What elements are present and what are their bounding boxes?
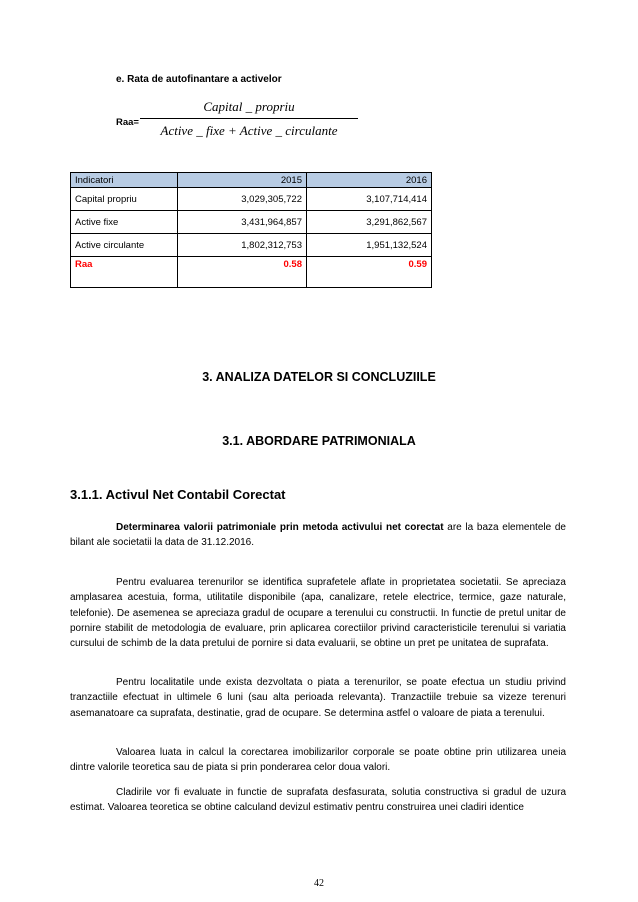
table-header-cell: 2015 xyxy=(178,173,307,188)
table-cell: 3,029,305,722 xyxy=(178,188,307,211)
paragraph-5 xyxy=(70,785,566,816)
table-row-raa xyxy=(71,257,432,288)
chapter-heading: 3. ANALIZA DATELOR SI CONCLUZIILE xyxy=(202,370,436,384)
table-cell: Capital propriu xyxy=(71,188,178,211)
table-cell: 1,951,132,524 xyxy=(307,234,432,257)
table-cell: 3,291,862,567 xyxy=(307,211,432,234)
table-cell: 0.58 xyxy=(178,257,307,288)
table-cell: Raa xyxy=(71,257,178,288)
paragraph-1-bold: Determinarea valorii patrimoniale prin metoda activului net corectat xyxy=(116,522,444,533)
formula-lhs: Raa= xyxy=(116,117,139,128)
table-cell: 3,107,714,414 xyxy=(307,188,432,211)
fraction-bar xyxy=(140,118,358,119)
paragraph-3 xyxy=(70,675,566,721)
paragraph-2-text: Pentru evaluarea terenurilor se identifica suprafetele aflate in proprietatea societatii. Se apreciaza amplasarea acestuia, forma, utilitatile disponibile (apa, canalizare, retele electrice, termice, gaze naturale, telefonie). De asemenea se apreciaza gradul de ocupare a terenului cu constructii. In functie de pretul unitar de pornire stabilit de metodologia de evaluare, prin aplicarea corectiilor privind caracteristicile terenului si variatia cursului de schimb de la data pretului de pornire si data evaluarii, se obtine un pret pe unitatea de suprafata. xyxy=(70,577,566,650)
paragraph-3-text: Pentru localitatile unde exista dezvoltata o piata a terenurilor, se poate efectua un studiu privind tranzactiile efectuat in ultimele 6 luni (sau alta perioada relevanta). Tranzactiile trebuie sa vizeze terenuri asemanatoare ca suprafata, destinatie, grad de ocupare. Se determina astfel o valoare de piata a terenului. xyxy=(70,677,566,719)
table-row xyxy=(71,234,432,257)
paragraph-1 xyxy=(70,520,566,551)
table-cell: Active fixe xyxy=(71,211,178,234)
paragraph-4-text: Valoarea luata in calcul la corectarea imobilizarilor corporale se poate obtine prin utilizarea uneia dintre valorile teoretica sau de piata si prin ponderarea celor doua valori. xyxy=(70,747,566,774)
table-row xyxy=(71,188,432,211)
table-header-cell: 2016 xyxy=(307,173,432,188)
table-header-row xyxy=(71,173,432,188)
indicators-table xyxy=(70,172,432,288)
table-row xyxy=(71,211,432,234)
formula-fraction xyxy=(140,98,358,140)
subsection-heading: 3.1.1. Activul Net Contabil Corectat xyxy=(70,487,286,502)
paragraph-1-text: are la baza elementele de bilant ale societatii la data de 31.12.2016. xyxy=(70,522,566,549)
paragraph-4 xyxy=(70,745,566,776)
table-header-cell: Indicatori xyxy=(71,173,178,188)
formula-denominator: Active _ fixe + Active _ circulante xyxy=(160,123,338,138)
section-e-title: e. Rata de autofinantare a activelor xyxy=(116,74,282,85)
formula-numerator: Capital _ propriu xyxy=(203,99,295,114)
section-heading: 3.1. ABORDARE PATRIMONIALA xyxy=(222,434,416,448)
table-cell: 1,802,312,753 xyxy=(178,234,307,257)
table-cell: 0.59 xyxy=(307,257,432,288)
page-number: 42 xyxy=(314,878,324,889)
paragraph-2 xyxy=(70,575,566,651)
table-cell: Active circulante xyxy=(71,234,178,257)
table-cell: 3,431,964,857 xyxy=(178,211,307,234)
paragraph-5-text: Cladirile vor fi evaluate in functie de suprafata desfasurata, solutia constructiva si gradul de uzura estimat. Valoarea teoretica se obtine calculand devizul estimativ pentru construirea unei cladiri identice xyxy=(70,787,566,814)
